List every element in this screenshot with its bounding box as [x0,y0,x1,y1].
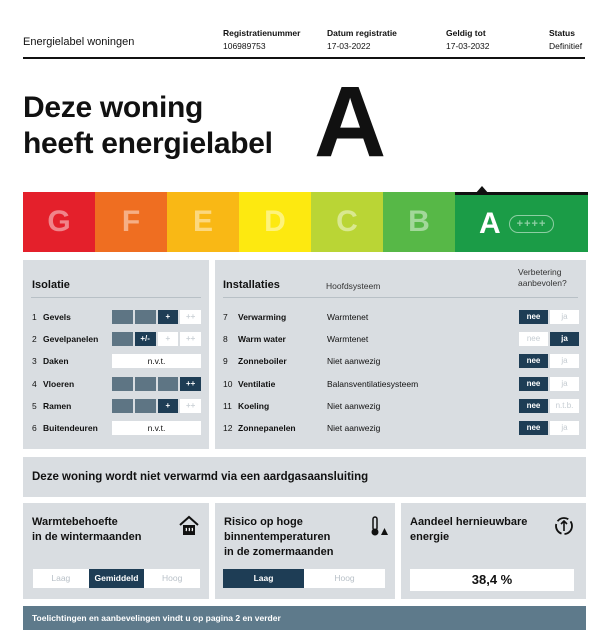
improvement-indicator [519,310,579,324]
energy-segment-letter: F [121,205,141,238]
not-applicable-value: n.v.t. [112,354,201,368]
meter-cell: + [158,332,179,346]
footer-note: Toelichtingen en aanbevelingen vindt u op pagina 2 en verder [23,606,586,630]
improvement-indicator [519,332,579,346]
insulation-meter [112,377,201,391]
energy-segment-letter: A [479,206,501,240]
meter-cell [135,310,156,324]
energy-segment-letter: B [408,205,430,238]
option-ja: ja [550,421,579,435]
row-number: 3 [32,356,37,367]
installaties-panel [215,260,586,449]
house-heat-icon [178,515,200,537]
energy-label-bar [23,192,588,252]
energy-segment-e [167,192,239,252]
insulation-meter [112,310,201,324]
valid-until: Geldig tot 17-03-2032 [446,28,490,51]
aandeel-title: Aandeel hernieuwbare energie [410,516,528,543]
row-name: Buitendeuren [43,423,98,433]
isolatie-row-gevels [32,310,202,324]
option-ja: n.t.b. [550,399,579,413]
energy-segment-d [239,192,311,252]
row-number: 10 [223,378,233,389]
improvement-indicator [519,399,579,413]
isolatie-row-buitendeuren [32,421,202,435]
energy-segment-a [455,192,588,252]
insulation-meter [112,399,201,413]
meter-cell [158,377,179,391]
main-system: Niet aanwezig [327,400,381,411]
energy-segment-g [23,192,95,252]
row-name: Gevelpanelen [43,334,99,345]
isolatie-row-gevelpanelen [32,332,202,346]
not-applicable-value: n.v.t. [112,421,201,435]
option-gemiddeld: Gemiddeld [89,569,145,588]
row-name: Gevels [43,312,71,322]
option-nee: nee [519,332,548,346]
isolatie-row-ramen [32,399,202,413]
isolatie-title: Isolatie [32,279,70,291]
meter-cell: ++ [180,377,201,391]
main-system: Warmtenet [327,312,369,322]
isolatie-panel [23,260,209,449]
option-nee: nee [519,399,548,413]
row-name: Ventilatie [238,378,276,389]
gas-connection-banner: Deze woning wordt niet verwarmd via een aardgasaansluiting [23,457,586,497]
option-ja: ja [550,377,579,391]
installatie-row-warm-water [223,332,581,346]
meter-cell: + [158,310,179,324]
risico-title: Risico op hoge binnentemperaturen in de zomermaanden [224,516,334,558]
meter-cell [135,399,156,413]
registration-number: Registratienummer 106989753 [223,28,301,51]
warmtebehoefte-box [23,503,209,599]
risico-scale [223,569,385,588]
option-hoog: Hoog [334,573,355,583]
meter-cell [112,332,133,346]
row-number: 5 [32,400,37,411]
energy-segment-letter: C [336,205,358,238]
main-system: Niet aanwezig [327,356,381,367]
row-number: 8 [223,334,228,345]
option-laag: Laag [223,569,304,588]
main-system: Warmtenet [327,334,369,345]
meter-cell [112,377,133,391]
row-name: Daken [43,356,69,367]
option-ja: ja [550,310,579,324]
row-name: Koeling [238,400,270,411]
renewable-percentage: 38,4 % [410,569,574,591]
isolatie-row-daken [32,354,202,368]
option-laag: Laag [51,573,71,583]
row-number: 12 [223,423,233,433]
meter-cell: +/- [135,332,156,346]
risico-box [215,503,395,599]
warmtebehoefte-scale [33,569,200,588]
row-name: Zonnepanelen [238,423,296,433]
status: Status Definitief [549,28,583,51]
energy-label-letter: A [314,66,387,178]
option-nee: nee [519,421,548,435]
energy-segment-letter: G [47,205,71,238]
thermometer-warning-icon [368,515,388,537]
main-system: Niet aanwezig [327,423,381,433]
verbetering-header: Verbetering aanbevolen? [518,267,567,288]
meter-cell: ++ [180,399,201,413]
row-number: 9 [223,356,228,367]
installatie-row-verwarming [223,310,581,324]
row-number: 1 [32,312,37,322]
meter-cell [112,310,133,324]
row-name: Ramen [43,400,72,411]
row-number: 6 [32,423,37,433]
row-name: Zonneboiler [238,356,287,367]
aandeel-box [401,503,586,599]
row-name: Warm water [238,334,286,345]
energy-segment-letter: D [264,205,286,238]
hoofdsysteem-header: Hoofdsysteem [326,281,381,291]
meter-cell: + [158,399,179,413]
plus-badge: ++++ [509,215,555,233]
row-number: 11 [223,400,232,411]
main-system: Balansventilatiesysteem [327,378,419,389]
improvement-indicator [519,377,579,391]
headline: Deze woning heeft energielabel [23,91,273,160]
document-header [23,27,585,59]
option-nee: nee [519,354,548,368]
row-name: Verwarming [238,312,287,322]
app-title: Energielabel woningen [23,36,135,48]
renewable-cycle-icon [553,515,575,537]
installatie-row-ventilatie [223,377,581,391]
option-hoog: Hoog [162,573,183,583]
option-ja: ja [550,354,579,368]
improvement-indicator [519,354,579,368]
meter-cell [135,377,156,391]
registration-date: Datum registratie 17-03-2022 [327,28,397,51]
warmtebehoefte-title: Warmtebehoefte in de wintermaanden [32,516,142,543]
row-number: 4 [32,378,37,389]
meter-cell: ++ [180,332,201,346]
energy-segment-f [95,192,167,252]
isolatie-row-vloeren [32,377,202,391]
installatie-row-zonnepanelen [223,421,581,435]
energy-segment-c [311,192,383,252]
meter-cell [112,399,133,413]
row-number: 7 [223,312,228,322]
insulation-meter [112,332,201,346]
row-number: 2 [32,334,37,345]
option-nee: nee [519,310,548,324]
improvement-indicator [519,421,579,435]
installatie-row-koeling [223,399,581,413]
row-name: Vloeren [43,378,75,389]
meter-cell: ++ [180,310,201,324]
energy-segment-b [383,192,455,252]
energy-segment-letter: E [192,205,213,238]
option-ja: ja [550,332,579,346]
installatie-row-zonneboiler [223,354,581,368]
installaties-title: Installaties [223,279,280,291]
option-nee: nee [519,377,548,391]
